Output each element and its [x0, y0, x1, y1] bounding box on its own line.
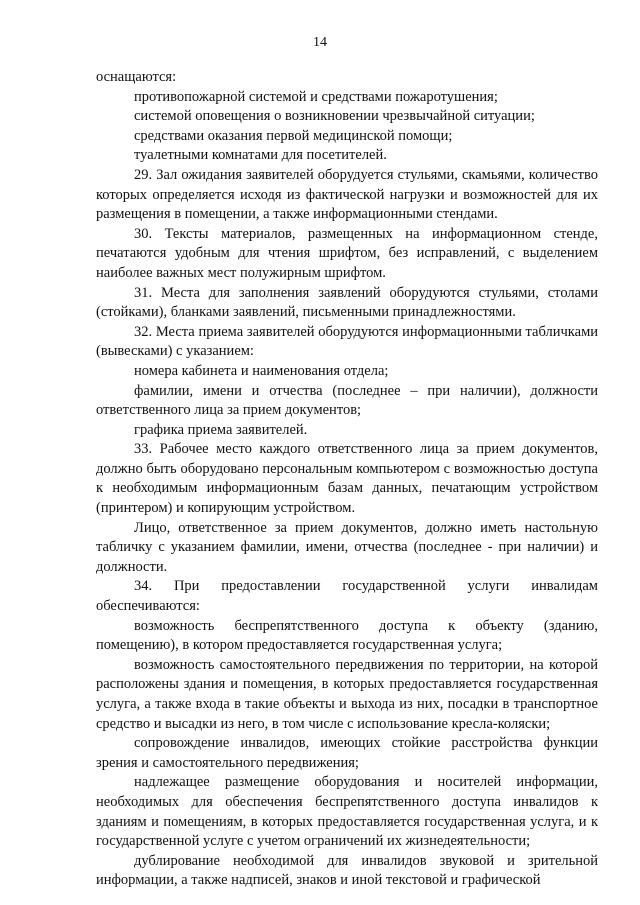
paragraph: Лицо, ответственное за прием документов, должно иметь настольную табличку с указанием фамилии, имени, отчества (последнее - при наличии) и должности.	[96, 519, 598, 575]
paragraph: надлежащее размещение оборудования и носителей информации, необходимых для обеспечения беспрепятственного доступа инвалидов к зданиям и помещениям, в которых предоставляется государственная услуга, и к государственной услуге с учетом ограничений их жизнедеятельности;	[96, 774, 598, 850]
paragraph: 33. Рабочее место каждого ответственного лица за прием документов, должно быть оборудовано персональным компьютером с возможностью доступа к необходимым информационным базам данных, печатающим устройством (принтером) и копирующим устройством.	[96, 441, 598, 517]
paragraph: 34. При предоставлении государственной услуги инвалидам обеспечиваются:	[96, 578, 598, 615]
paragraph: сопровождение инвалидов, имеющих стойкие расстройства функции зрения и самостоятельного передвижения;	[96, 735, 598, 771]
paragraph: противопожарной системой и средствами пожаротушения;	[134, 88, 498, 105]
paragraph: системой оповещения о возникновении чрезвычайной ситуации;	[134, 108, 535, 125]
paragraph: оснащаются:	[96, 69, 177, 85]
paragraph: туалетными комнатами для посетителей.	[134, 147, 387, 164]
paragraph: средствами оказания первой медицинской помощи;	[134, 127, 453, 144]
paragraph: номера кабинета и наименования отдела;	[134, 362, 389, 379]
paragraph: возможность самостоятельного передвижения по территории, на которой расположены здания и помещения, в которых предоставляется государственная услуга, а также входа в такие объекты и выхода из них, посадки в транспортное средство и высадки из него, в том числе с использование кресла-коляски;	[96, 656, 598, 732]
paragraph: фамилии, имени и отчества (последнее – при наличии), должности ответственного лица за прием документов;	[96, 382, 598, 419]
paragraph: 32. Места приема заявителей оборудуются информационными табличками (вывесками) с указанием:	[96, 323, 598, 360]
paragraph: дублирование необходимой для инвалидов звуковой и зрительной информации, а также надписей, знаков и иной текстовой и графической	[96, 852, 598, 889]
paragraph: 29. Зал ожидания заявителей оборудуется стульями, скамьями, количество которых определяется исходя из фактической нагрузки и возможностей для их размещения в помещении, а также информационными стендами.	[96, 166, 598, 223]
document-body	[96, 68, 598, 891]
paragraph: возможность беспрепятственного доступа к объекту (зданию, помещению), в котором предоставляется государственная услуга;	[96, 617, 598, 654]
paragraph: 30. Тексты материалов, размещенных на информационном стенде, печатаются удобным для чтения шрифтом, без исправлений, с выделением наиболее важных мест полужирным шрифтом.	[96, 225, 598, 281]
paragraph: графика приема заявителей.	[134, 421, 308, 438]
page-number: 14	[313, 35, 327, 50]
paragraph: 31. Места для заполнения заявлений оборудуются стульями, столами (стойками), бланками заявлений, письменными принадлежностями.	[96, 284, 598, 321]
